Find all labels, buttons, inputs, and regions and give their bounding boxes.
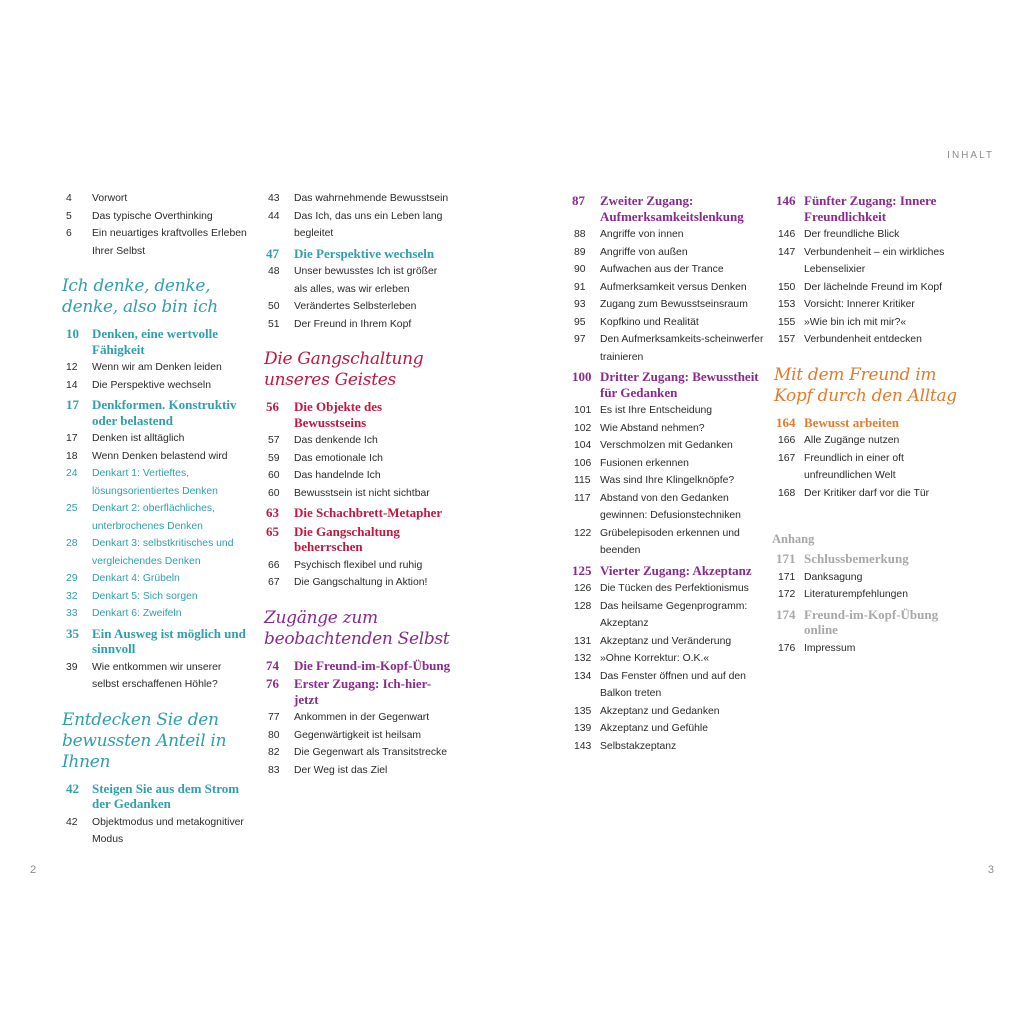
chapter-entry-wrap	[262, 246, 452, 262]
entry-page-number: 167	[778, 452, 796, 464]
entry-title: Objektmodus und metakognitiver Modus	[92, 816, 244, 845]
toc-entry	[60, 430, 250, 448]
chapter-entry-wrap	[568, 563, 768, 579]
toc-entry	[60, 500, 250, 535]
entry-title: Denkart 4: Grübeln	[92, 573, 180, 584]
entry-title: Akzeptanz und Veränderung	[600, 635, 732, 647]
entry-title: Impressum	[804, 642, 856, 654]
entry-title: Der lächelnde Freund im Kopf	[804, 281, 943, 293]
entry-page-number: 60	[268, 470, 280, 481]
entry-page-number: 28	[66, 538, 78, 549]
entry-title: Zugang zum Bewusstseinsraum	[600, 299, 748, 310]
chapter-page-number: 146	[776, 193, 796, 208]
entry-title: Was sind Ihre Klingelknöpfe?	[600, 475, 735, 486]
entry-page-number: 93	[574, 299, 586, 310]
entry-page-number: 60	[268, 487, 280, 499]
chapter-entry	[262, 399, 452, 430]
appendix-heading: Anhang	[772, 532, 815, 546]
chapter-page-number: 47	[266, 245, 279, 261]
entry-title: Verschmolzen mit Gedanken	[600, 440, 733, 451]
chapter-entry	[262, 676, 452, 707]
entry-page-number: 153	[778, 299, 796, 310]
entry-page-number: 43	[268, 193, 280, 204]
entry-title: Das denkende Ich	[294, 435, 378, 446]
entry-title: Danksagung	[804, 571, 863, 583]
chapter-title: Bewusst arbeiten	[804, 414, 899, 430]
entry-page-number: 106	[574, 457, 592, 469]
toc-entry	[262, 190, 452, 208]
toc-entry	[568, 720, 768, 738]
section-heading: Zugänge zum beobachtenden Selbst	[264, 607, 450, 649]
toc-entry	[568, 279, 768, 297]
entry-title: Denkart 2: oberflächliches, unterbrochenes Denken	[92, 503, 216, 532]
entry-page-number: 132	[574, 653, 592, 664]
chapter-page-number: 74	[266, 657, 279, 673]
entry-page-number: 97	[574, 334, 586, 345]
section-heading-wrap	[772, 365, 972, 407]
chapter-entry	[568, 193, 768, 224]
entry-page-number: 172	[778, 589, 796, 600]
toc-entry	[772, 640, 972, 658]
toc-entry	[772, 296, 972, 314]
chapter-title: Fünfter Zugang: Innere Freundlichkeit	[804, 193, 937, 224]
chapter-page-number: 17	[66, 397, 79, 412]
chapter-title: Die Schachbrett-Metapher	[294, 505, 443, 520]
entry-title: »Wie bin ich mit mir?«	[804, 316, 907, 328]
toc-entry	[60, 359, 250, 377]
toc-entry	[262, 208, 452, 243]
chapter-entry-wrap	[568, 193, 768, 224]
toc-entry	[568, 244, 768, 262]
section-heading: Die Gangschaltung unseres Geistes	[264, 349, 424, 390]
toc-entry	[262, 432, 452, 450]
toc-entry	[60, 225, 250, 260]
section-heading: Ich denke, denke, denke, also bin ich	[62, 276, 218, 317]
chapter-entry	[262, 658, 452, 674]
chapter-title: Vierter Zugang: Akzeptanz	[600, 562, 752, 578]
chapter-title: Zweiter Zugang: Aufmerksamkeitslenkung	[600, 193, 744, 224]
entry-page-number: 143	[574, 740, 592, 752]
entry-title: Wie Abstand nehmen?	[600, 422, 705, 434]
chapter-page-number: 42	[66, 780, 79, 796]
entry-page-number: 104	[574, 440, 592, 451]
chapter-page-number: 76	[266, 676, 279, 691]
section-heading: Mit dem Freund im Kopf durch den Alltag	[774, 364, 957, 406]
entry-page-number: 89	[574, 246, 586, 258]
chapter-page-number: 174	[776, 606, 796, 622]
entry-title: Das typische Overthinking	[92, 210, 213, 222]
toc-entry	[262, 450, 452, 468]
entry-page-number: 157	[778, 334, 796, 345]
entry-title: Abstand von den Gedanken gewinnen: Defusionstechniken	[600, 492, 741, 521]
chapter-entry	[60, 781, 250, 812]
entry-page-number: 171	[778, 571, 796, 583]
chapter-entry	[772, 193, 972, 224]
toc-entry	[568, 650, 768, 668]
toc-entry	[568, 490, 768, 525]
chapter-entry-wrap	[60, 326, 250, 357]
chapter-entry	[772, 551, 972, 567]
toc-entry	[568, 402, 768, 420]
toc-entry	[772, 226, 972, 244]
chapter-entry-wrap	[262, 676, 452, 707]
chapter-title: Die Gangschaltung beherrschen	[294, 523, 400, 554]
toc-entry	[568, 580, 768, 598]
entry-page-number: 66	[268, 559, 280, 571]
chapter-entry-wrap	[262, 524, 452, 555]
toc-column-3	[568, 190, 768, 755]
entry-title: Vorwort	[92, 193, 128, 204]
toc-entry	[772, 450, 972, 485]
chapter-entry	[262, 524, 452, 555]
chapter-entry-wrap	[772, 607, 972, 638]
toc-entry	[568, 455, 768, 473]
entry-title: Das Fenster öffnen und auf den Balkon treten	[600, 670, 746, 699]
entry-page-number: 5	[66, 210, 72, 222]
entry-page-number: 42	[66, 816, 78, 828]
entry-title: Denkart 1: Vertieftes, lösungsorientiertes Denken	[92, 468, 218, 497]
entry-title: Denken ist alltäglich	[92, 433, 185, 444]
entry-page-number: 176	[778, 642, 796, 654]
toc-entry	[60, 814, 250, 849]
entry-title: Die Perspektive wechseln	[92, 379, 211, 391]
entry-title: Grübelepisoden erkennen und beenden	[600, 527, 740, 556]
toc-entry	[568, 598, 768, 633]
chapter-entry	[262, 246, 452, 262]
chapter-entry-wrap	[772, 551, 972, 567]
toc-entry	[262, 727, 452, 745]
toc-entry	[568, 261, 768, 279]
page-number-right: 3	[987, 864, 994, 876]
chapter-title: Die Perspektive wechseln	[294, 245, 435, 261]
entry-page-number: 135	[574, 705, 592, 717]
chapter-entry	[772, 607, 972, 638]
entry-page-number: 33	[66, 608, 78, 619]
toc-entry	[772, 485, 972, 503]
entry-title: Literaturempfehlungen	[804, 589, 908, 600]
entry-title: Akzeptanz und Gedanken	[600, 705, 720, 717]
entry-page-number: 17	[66, 433, 78, 444]
entry-page-number: 102	[574, 422, 592, 434]
entry-page-number: 90	[574, 264, 586, 275]
entry-page-number: 48	[268, 266, 280, 277]
entry-title: Das Ich, das uns ein Leben lang begleitet	[294, 210, 443, 239]
chapter-entry	[568, 563, 768, 579]
entry-page-number: 77	[268, 712, 280, 723]
toc-entry	[568, 226, 768, 244]
entry-page-number: 67	[268, 577, 280, 588]
toc-entry	[60, 588, 250, 606]
chapter-entry-wrap	[60, 781, 250, 812]
entry-title: Wie entkommen wir unserer selbst erschaffenen Höhle?	[92, 661, 222, 690]
toc-entry	[772, 331, 972, 349]
entry-page-number: 115	[574, 475, 591, 486]
entry-title: Der freundliche Blick	[804, 229, 900, 240]
entry-title: Selbstakzeptanz	[600, 740, 677, 752]
toc-entry	[568, 525, 768, 560]
toc-entry	[568, 703, 768, 721]
entry-page-number: 39	[66, 661, 78, 673]
entry-page-number: 29	[66, 573, 78, 584]
entry-title: Der Weg ist das Ziel	[294, 764, 388, 776]
entry-title: Die Gangschaltung in Aktion!	[294, 577, 428, 588]
chapter-title: Die Freund-im-Kopf-Übung	[294, 657, 451, 673]
chapter-entry-wrap	[772, 415, 972, 431]
entry-page-number: 122	[574, 527, 592, 539]
entry-page-number: 126	[574, 583, 592, 594]
toc-entry	[568, 314, 768, 332]
toc-entry	[262, 557, 452, 575]
toc-entry	[60, 448, 250, 466]
chapter-title: Denkformen. Konstruktiv oder belastend	[92, 397, 237, 428]
chapter-entry-wrap	[262, 399, 452, 430]
entry-page-number: 128	[574, 600, 592, 612]
entry-page-number: 101	[574, 405, 592, 416]
chapter-page-number: 56	[266, 399, 279, 414]
entry-title: Verbundenheit – ein wirkliches Lebenselixier	[804, 246, 945, 275]
entry-title: Akzeptanz und Gefühle	[600, 723, 709, 734]
toc-column-1	[60, 190, 250, 849]
toc-entry	[772, 432, 972, 450]
entry-title: Das heilsame Gegenprogramm: Akzeptanz	[600, 600, 748, 629]
entry-page-number: 50	[268, 301, 280, 312]
entry-page-number: 24	[66, 468, 78, 479]
entry-title: Denkart 6: Zweifeln	[92, 608, 182, 619]
entry-page-number: 14	[66, 379, 78, 391]
toc-entry	[60, 605, 250, 623]
chapter-title: Die Objekte des Bewusstseins	[294, 399, 383, 430]
chapter-page-number: 63	[266, 505, 279, 520]
toc-entry	[262, 298, 452, 316]
entry-title: Wenn wir am Denken leiden	[92, 362, 222, 373]
chapter-title: Dritter Zugang: Bewusstheit für Gedanken	[600, 369, 759, 400]
entry-title: Vorsicht: Innerer Kritiker	[804, 299, 915, 310]
entry-title: Die Gegenwart als Transitstrecke	[294, 747, 448, 758]
entry-page-number: 25	[66, 503, 78, 514]
entry-title: Kopfkino und Realität	[600, 316, 699, 328]
entry-title: Unser bewusstes Ich ist größer als alles, was wir erleben	[294, 266, 438, 295]
toc-entry	[568, 437, 768, 455]
toc-entry	[772, 586, 972, 604]
entry-title: Denkart 5: Sich sorgen	[92, 590, 198, 602]
toc-entry	[772, 569, 972, 587]
entry-title: Die Tücken des Perfektionismus	[600, 583, 749, 594]
entry-title: Das wahrnehmende Bewusstsein	[294, 193, 449, 204]
toc-entry	[262, 467, 452, 485]
toc-entry	[60, 570, 250, 588]
toc-entry	[568, 472, 768, 490]
entry-title: Angriffe von innen	[600, 229, 684, 240]
toc-entry	[262, 744, 452, 762]
section-heading-wrap	[262, 349, 452, 391]
entry-title: Verbundenheit entdecken	[804, 334, 922, 345]
entry-page-number: 32	[66, 590, 78, 602]
entry-title: Verändertes Selbsterleben	[294, 301, 417, 312]
entry-page-number: 59	[268, 452, 280, 464]
toc-entry	[772, 279, 972, 297]
entry-page-number: 146	[778, 229, 796, 240]
entry-page-number: 95	[574, 316, 586, 328]
entry-title: Das handelnde Ich	[294, 470, 381, 481]
chapter-page-number: 164	[776, 414, 796, 430]
entry-page-number: 155	[778, 316, 796, 328]
chapter-entry-wrap	[60, 397, 250, 428]
toc-entry	[568, 331, 768, 366]
toc-entry	[60, 535, 250, 570]
entry-title: Fusionen erkennen	[600, 457, 689, 469]
toc-column-4	[772, 190, 972, 657]
chapter-title: Ein Ausweg ist möglich und sinnvoll	[92, 625, 246, 656]
entry-page-number: 88	[574, 229, 586, 240]
chapter-title: Schlussbemerkung	[804, 551, 909, 566]
entry-page-number: 12	[66, 362, 78, 373]
entry-title: Der Freund in Ihrem Kopf	[294, 318, 412, 330]
entry-title: Denkart 3: selbstkritisches und vergleichendes Denken	[92, 538, 234, 567]
entry-title: Alle Zugänge nutzen	[804, 435, 900, 446]
toc-entry	[568, 420, 768, 438]
toc-entry	[60, 377, 250, 395]
toc-entry	[772, 244, 972, 279]
chapter-entry-wrap	[568, 369, 768, 400]
entry-page-number: 147	[778, 246, 796, 258]
chapter-entry	[60, 626, 250, 657]
chapter-title: Denken, eine wertvolle Fähigkeit	[92, 326, 219, 357]
chapter-entry-wrap	[60, 626, 250, 657]
entry-page-number: 117	[574, 492, 591, 504]
toc-entry	[568, 633, 768, 651]
entry-page-number: 6	[66, 228, 72, 239]
entry-page-number: 80	[268, 729, 280, 741]
section-heading: Entdecken Sie den bewussten Anteil in Ihnen	[62, 709, 227, 772]
chapter-page-number: 100	[572, 369, 592, 384]
chapter-entry-wrap	[262, 658, 452, 674]
entry-page-number: 57	[268, 435, 280, 446]
toc-entry	[262, 709, 452, 727]
section-heading-wrap	[262, 608, 452, 650]
entry-title: Es ist Ihre Entscheidung	[600, 405, 713, 416]
chapter-page-number: 171	[776, 551, 796, 566]
toc-entry	[60, 465, 250, 500]
entry-page-number: 18	[66, 450, 78, 462]
section-heading-wrap	[60, 276, 250, 318]
entry-page-number: 51	[268, 318, 280, 330]
chapter-page-number: 87	[572, 193, 585, 208]
entry-title: Gegenwärtigkeit ist heilsam	[294, 729, 422, 741]
chapter-page-number: 125	[572, 562, 592, 578]
chapter-page-number: 10	[66, 326, 79, 341]
entry-page-number: 139	[574, 723, 592, 734]
entry-title: Der Kritiker darf vor die Tür	[804, 487, 930, 499]
entry-title: Aufmerksamkeit versus Denken	[600, 281, 747, 293]
entry-page-number: 91	[574, 281, 586, 293]
entry-title: Das emotionale Ich	[294, 452, 383, 464]
chapter-entry	[60, 326, 250, 357]
page-number-left: 2	[30, 864, 37, 876]
entry-title: Wenn Denken belastend wird	[92, 450, 228, 462]
toc-entry	[262, 316, 452, 334]
toc-entry	[262, 263, 452, 298]
chapter-entry	[60, 397, 250, 428]
entry-page-number: 4	[66, 193, 72, 204]
entry-title: Angriffe von außen	[600, 246, 688, 258]
toc-entry	[568, 668, 768, 703]
entry-page-number: 44	[268, 210, 280, 222]
entry-page-number: 166	[778, 435, 796, 446]
entry-title: Ein neuartiges kraftvolles Erleben Ihrer Selbst	[92, 228, 247, 257]
chapter-title: Steigen Sie aus dem Strom der Gedanken	[92, 780, 240, 811]
chapter-entry	[262, 505, 452, 521]
entry-title: Den Aufmerksamkeits-scheinwerfer trainieren	[600, 334, 764, 363]
toc-entry	[262, 574, 452, 592]
toc-entry	[262, 485, 452, 503]
section-heading-wrap	[60, 710, 250, 773]
toc-entry	[568, 738, 768, 756]
entry-title: »Ohne Korrektur: O.K.«	[600, 653, 710, 664]
chapter-entry	[772, 415, 972, 431]
running-header: INHALT	[947, 150, 994, 161]
chapter-entry-wrap	[772, 193, 972, 224]
entry-page-number: 168	[778, 487, 796, 499]
toc-entry	[262, 762, 452, 780]
entry-page-number: 131	[574, 635, 592, 647]
toc-column-2	[262, 190, 452, 779]
chapter-page-number: 65	[266, 523, 279, 539]
chapter-title: Erster Zugang: Ich-hier-jetzt	[294, 676, 432, 707]
toc-entry	[772, 314, 972, 332]
toc-entry	[60, 208, 250, 226]
entry-title: Aufwachen aus der Trance	[600, 264, 724, 275]
toc-entry	[60, 659, 250, 694]
entry-title: Psychisch flexibel und ruhig	[294, 559, 423, 571]
entry-title: Freundlich in einer oft unfreundlichen Welt	[804, 452, 904, 481]
chapter-page-number: 35	[66, 625, 79, 641]
toc-entry	[60, 190, 250, 208]
entry-page-number: 82	[268, 747, 280, 758]
toc-entry	[568, 296, 768, 314]
entry-page-number: 134	[574, 670, 592, 682]
chapter-entry	[568, 369, 768, 400]
entry-title: Ankommen in der Gegenwart	[294, 712, 430, 723]
chapter-title: Freund-im-Kopf-Übung online	[804, 606, 939, 637]
entry-title: Bewusstsein ist nicht sichtbar	[294, 487, 430, 499]
entry-page-number: 150	[778, 281, 796, 293]
chapter-entry-wrap	[262, 505, 452, 521]
entry-page-number: 83	[268, 764, 280, 776]
